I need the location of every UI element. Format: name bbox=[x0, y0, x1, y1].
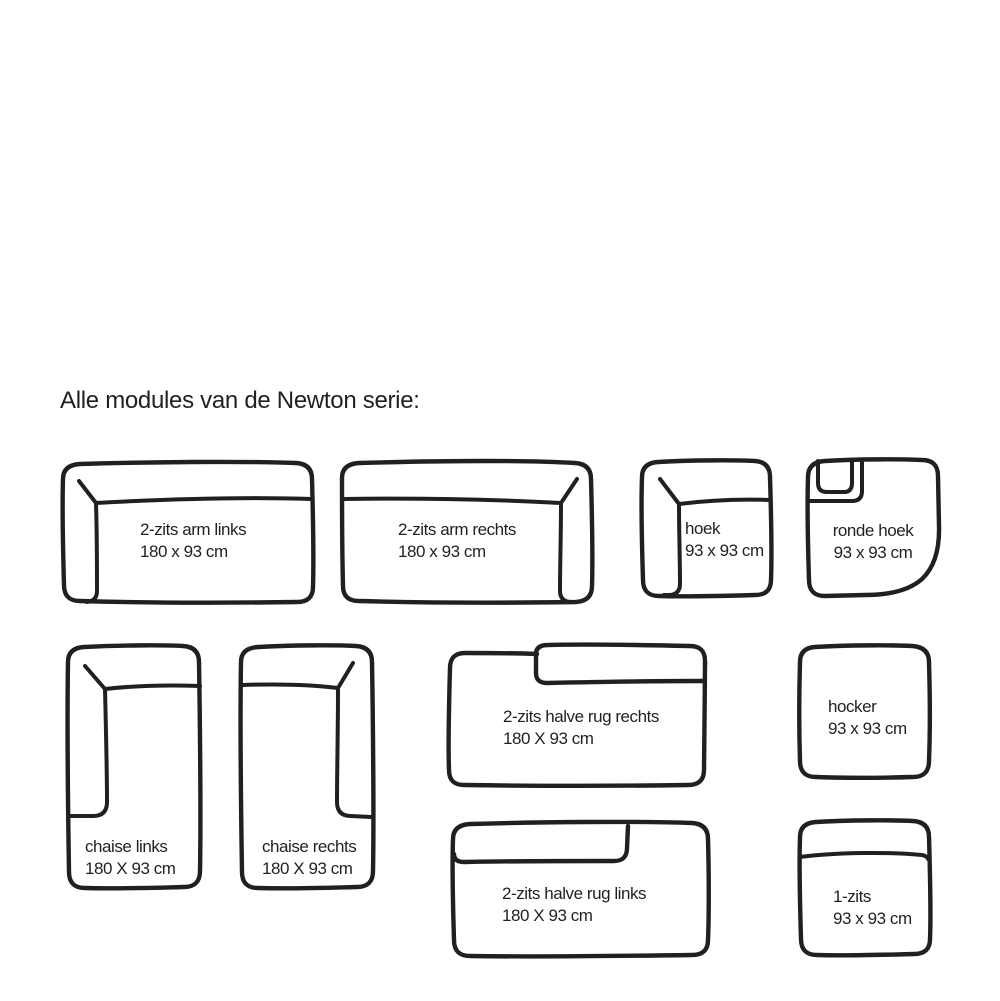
backrest-line bbox=[345, 499, 561, 503]
back-corner-inner-line bbox=[818, 461, 852, 492]
module-size: 180 X 93 cm bbox=[502, 905, 593, 925]
module-name: hocker bbox=[828, 697, 877, 716]
armrest-line bbox=[660, 479, 680, 595]
module-label-group bbox=[502, 883, 646, 926]
backrest-outline bbox=[454, 826, 628, 862]
module-label-group bbox=[398, 519, 516, 562]
module-label-group bbox=[803, 520, 943, 563]
module-label-group bbox=[828, 696, 907, 739]
module-name: 2-zits arm rechts bbox=[398, 520, 516, 539]
backrest-line bbox=[96, 498, 312, 503]
armrest-line bbox=[560, 479, 577, 602]
module-label-group bbox=[685, 518, 764, 561]
module-size: 180 x 93 cm bbox=[140, 541, 228, 561]
armrest-line bbox=[71, 666, 107, 816]
module-size: 180 X 93 cm bbox=[85, 858, 176, 878]
module-size: 93 x 93 cm bbox=[833, 542, 913, 562]
module-label-group bbox=[833, 886, 912, 929]
module-name: hoek bbox=[685, 519, 721, 538]
backrest-outline bbox=[536, 645, 705, 683]
module-name: chaise rechts bbox=[262, 837, 357, 856]
backrest-line bbox=[105, 685, 200, 689]
armrest-line bbox=[337, 663, 371, 817]
module-name: 2-zits halve rug rechts bbox=[503, 707, 659, 726]
module-label-group bbox=[85, 836, 176, 879]
module-size: 180 x 93 cm bbox=[398, 541, 486, 561]
backrest-line bbox=[800, 853, 928, 859]
module-size: 93 x 93 cm bbox=[685, 540, 764, 560]
module-label-group bbox=[140, 519, 246, 562]
module-size: 180 X 93 cm bbox=[503, 728, 594, 748]
page-title: Alle modules van de Newton serie: bbox=[60, 387, 420, 414]
module-name: ronde hoek bbox=[832, 521, 914, 540]
backrest-line bbox=[243, 684, 338, 688]
backrest-line bbox=[679, 500, 770, 504]
armrest-line bbox=[79, 481, 97, 602]
module-name: 2-zits halve rug links bbox=[502, 884, 647, 903]
module-size: 180 X 93 cm bbox=[262, 858, 353, 878]
module-size: 93 x 93 cm bbox=[833, 908, 912, 928]
module-name: 1-zits bbox=[833, 887, 871, 906]
module-size: 93 x 93 cm bbox=[828, 718, 907, 738]
module-name: 2-zits arm links bbox=[140, 520, 247, 539]
module-label-group bbox=[503, 706, 659, 749]
module-name: chaise links bbox=[85, 837, 168, 856]
module-label-group bbox=[262, 836, 356, 879]
